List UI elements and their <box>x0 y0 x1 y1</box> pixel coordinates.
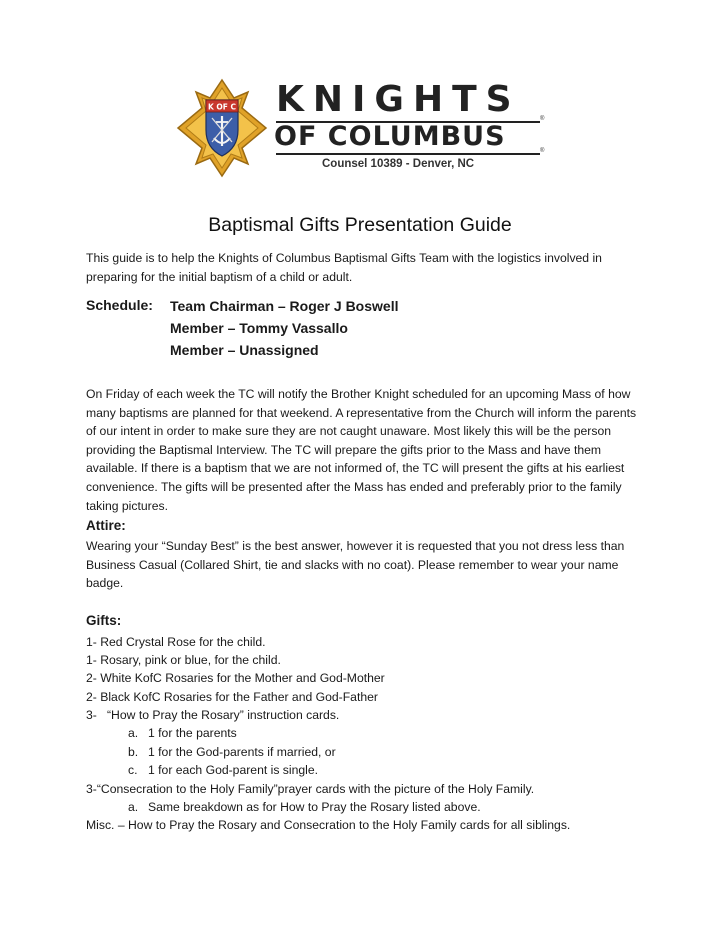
gift-item: 2- White KofC Rosaries for the Mother and God-Mother <box>86 671 385 685</box>
gift-item: 3- “How to Pray the Rosary” instruction cards. <box>86 708 340 722</box>
gift-item: 1- Red Crystal Rose for the child. <box>86 635 266 649</box>
subitem-text: 1 for the God-parents if married, or <box>148 745 336 759</box>
subitem-text: 1 for each God-parent is single. <box>148 763 319 777</box>
brand-of-columbus: OF COLUMBUS <box>274 121 506 152</box>
subitem-marker: b. <box>128 745 139 759</box>
registered-mark-2: ® <box>540 148 545 154</box>
subitem-text: Same breakdown as for How to Pray the Rosary listed above. <box>148 800 481 814</box>
subitem-text: 1 for the parents <box>148 726 237 740</box>
procedure-paragraph: On Friday of each week the TC will notify the Brother Knight scheduled for an upcoming Mass of how many baptisms are planned for that weekend. A representative from the Church will inform the parents of our intent in order to make sure they are not caught unaware. Most likely this will be the person providing the Baptismal Interview. The TC will prepare the gifts prior to the Mass and have them available. If there is a baptism that we are not informed of, the TC will present the gifts at his earliest convenience. The gifts will be presented after the Mass has ended and preferably prior to the family taking pictures. <box>86 387 637 513</box>
gift-subitem <box>128 743 336 761</box>
kofc-emblem-icon <box>176 78 268 178</box>
schedule-label: Schedule: <box>86 297 153 313</box>
gift-item: 2- Black KofC Rosaries for the Father and God-Father <box>86 690 378 704</box>
gift-item: 3-“Consecration to the Holy Family”prayer cards with the picture of the Holy Family. <box>86 782 535 796</box>
registered-mark: ® <box>540 116 545 122</box>
subitem-marker: a. <box>128 726 139 740</box>
brand-knights: KNIGHTS <box>276 79 521 120</box>
gift-subitem <box>128 724 237 742</box>
kofc-logo <box>176 78 546 188</box>
gift-item: 1- Rosary, pink or blue, for the child. <box>86 653 281 667</box>
subitem-marker: c. <box>128 763 138 777</box>
schedule-item-member-1: Member – Tommy Vassallo <box>170 320 348 336</box>
emblem-text: K OF C <box>207 102 237 112</box>
gifts-heading: Gifts: <box>86 613 122 628</box>
page-title: Baptismal Gifts Presentation Guide <box>208 214 512 236</box>
council-subtitle: Counsel 10389 - Denver, NC <box>322 158 475 170</box>
attire-heading: Attire: <box>86 518 126 533</box>
attire-paragraph: Wearing your “Sunday Best” is the best answer, however it is requested that you not dress less than Business Casual (Collared Shirt, tie and slacks with no coat). Please remember to wear your name badge. <box>86 539 625 591</box>
gift-item: Misc. – How to Pray the Rosary and Consecration to the Holy Family cards for all siblings. <box>86 818 571 832</box>
schedule-item-member-2: Member – Unassigned <box>170 342 319 358</box>
gift-subitem <box>128 798 481 816</box>
brand-divider-2 <box>276 153 540 155</box>
schedule-item-chairman: Team Chairman – Roger J Boswell <box>170 298 399 314</box>
intro-paragraph: This guide is to help the Knights of Columbus Baptismal Gifts Team with the logistics involved in preparing for the initial baptism of a child or adult. <box>86 251 602 284</box>
subitem-marker: a. <box>128 800 139 814</box>
gift-subitem <box>128 761 318 779</box>
